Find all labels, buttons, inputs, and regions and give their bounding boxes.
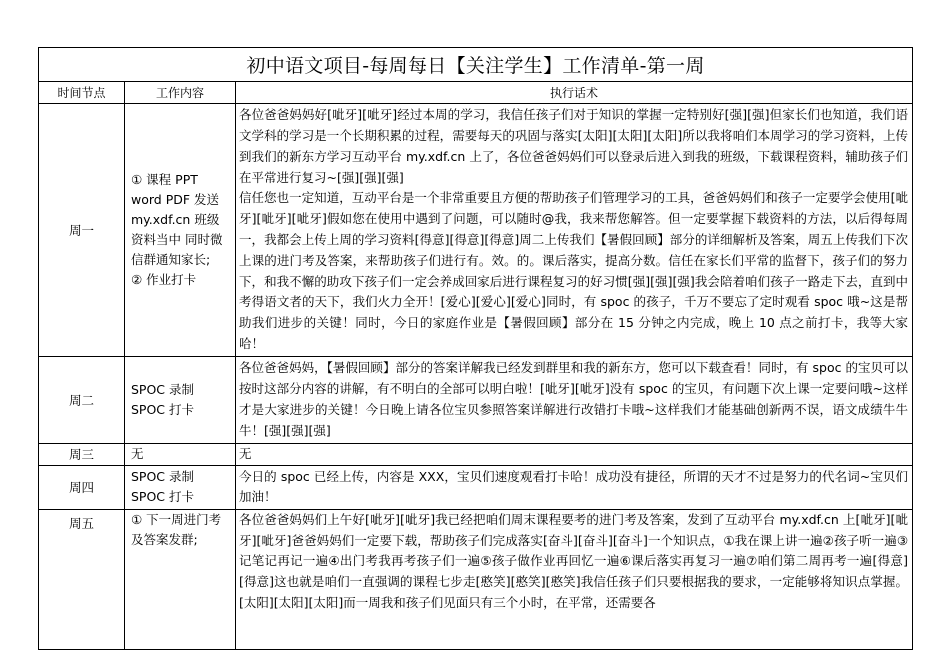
day-cell-tuesday: 周二 [39,357,125,444]
script-cell-monday [236,104,913,357]
script-cell-wednesday [236,444,913,466]
day-cell-thursday: 周四 [39,465,125,509]
day-cell-friday: 周五 [39,509,125,649]
script-cell-thursday [236,465,913,509]
script-paragraph: 今日的 spoc 已经上传，内容是 XXX，宝贝们速度观看打卡哈！成功没有捷径，所谓的天才不过是努力的代名词~宝贝们加油！ [239,468,909,505]
day-cell-monday: 周一 [39,104,125,357]
table-row-tuesday [39,357,913,444]
work-cell-friday: ① 下一周进门考 及答案发群; [125,509,236,649]
work-cell-thursday: SPOC 录制 SPOC 打卡 [125,465,236,509]
script-paragraph: 各位爸爸妈妈们上午好[呲牙][呲牙]我已经把咱们周末课程要考的进门考及答案，发到了互动平台 my.xdf.cn 上[呲牙][呲牙][呲牙]爸爸妈妈们一定要下载，帮助孩子们完成落实[奋斗][奋斗][奋斗]一个知识点，①我在课上讲一遍②孩子听一遍③记笔记再记一遍④出门考我再考孩子们一遍⑤孩子做作业再回忆一遍⑥课后落实再复习一遍⑦咱们第二周再考一遍[得意][得意]这也就是咱们一直强调的课程七步走[憨笑][憨笑][憨笑]我信任孩子们只要根据我的要求，一定能够将知识点掌握。[太阳][太阳][太阳]而一周我和孩子们见面只有三个小时，在平常，还需要各 [239,511,909,610]
table-row-thursday [39,465,913,509]
script-paragraph: 无 [239,446,252,461]
script-cell-tuesday [236,357,913,444]
table-row-monday [39,104,913,357]
header-work-content: 工作内容 [125,82,236,104]
header-row [39,82,913,104]
work-cell-tuesday: SPOC 录制 SPOC 打卡 [125,357,236,444]
title-row [39,48,913,82]
work-cell-wednesday: 无 [125,444,236,466]
header-time-slot: 时间节点 [39,82,125,104]
header-script: 执行话术 [236,82,913,104]
table-row-wednesday [39,444,913,466]
script-paragraph: 各位爸爸妈妈，【暑假回顾】部分的答案详解我已经发到群里和我的新东方，您可以下载查看！同时，有 spoc 的宝贝可以按时这部分内容的讲解，有不明白的全部可以明白啦！[呲牙][呲牙]没有 spoc 的宝贝，有问题下次上课一定要问哦~这样才是大家进步的关键！今日晚上请各位宝贝参照答案详解进行改错打卡哦~这样我们才能基础创新两不误，语文成绩牛牛牛！[强][强][强] [239,360,909,438]
work-checklist-table [38,47,913,650]
script-paragraph: 各位爸爸妈妈好[呲牙][呲牙]经过本周的学习，我信任孩子们对于知识的掌握一定特别好[强][强]但家长们也知道，我们语文学科的学习是一个长期积累的过程，需要每天的巩固与落实[太阳][太阳][太阳]所以我将咱们本周学习的学习资料，上传到我们的新东方学习互动平台 my.xdf.cn 上了，各位爸爸妈妈们可以登录后进入到我的班级，下载课程资料，辅助孩子们在平常进行复习~[强][强][强] [239,107,909,185]
table-row-friday [39,509,913,649]
script-cell-friday [236,509,913,649]
document-title: 初中语文项目-每周每日【关注学生】工作清单-第一周 [39,48,913,82]
day-cell-wednesday: 周三 [39,444,125,466]
script-paragraph: 信任您也一定知道，互动平台是一个非常重要且方便的帮助孩子们管理学习的工具，爸爸妈妈们和孩子一定要学会使用[呲牙][呲牙][呲牙]假如您在使用中遇到了问题，可以随时@我，我来帮您解答。但一定要掌握下载资料的方法，以后得每周一，我都会上传上周的学习资料[得意][得意][得意]周二上传我们【暑假回顾】部分的详细解析及答案，周五上传我们下次上课的进门考及答案，来帮助孩子们进行有。效。的。课后落实，提高分数。信任在家长们平常的监督下，孩子们的努力下，和我不懈的助攻下孩子们一定会养成回家后进行课程复习的好习惯[强][强][强]我会陪着咱们孩子一路走下去，直到中考得语文者的天下，我们火力全开！[爱心][爱心][爱心]同时，有 spoc 的孩子，千万不要忘了定时观看 spoc 哦~这是帮助我们进步的关键！同时，今日的家庭作业是【暑假回顾】部分在 15 分钟之内完成，晚上 10 点之前打卡，我等大家哈！ [239,190,909,351]
work-cell-monday: ① 课程 PPT word PDF 发送 my.xdf.cn 班级 资料当中 同时微 信群通知家长; ② 作业打卡 [125,104,236,357]
